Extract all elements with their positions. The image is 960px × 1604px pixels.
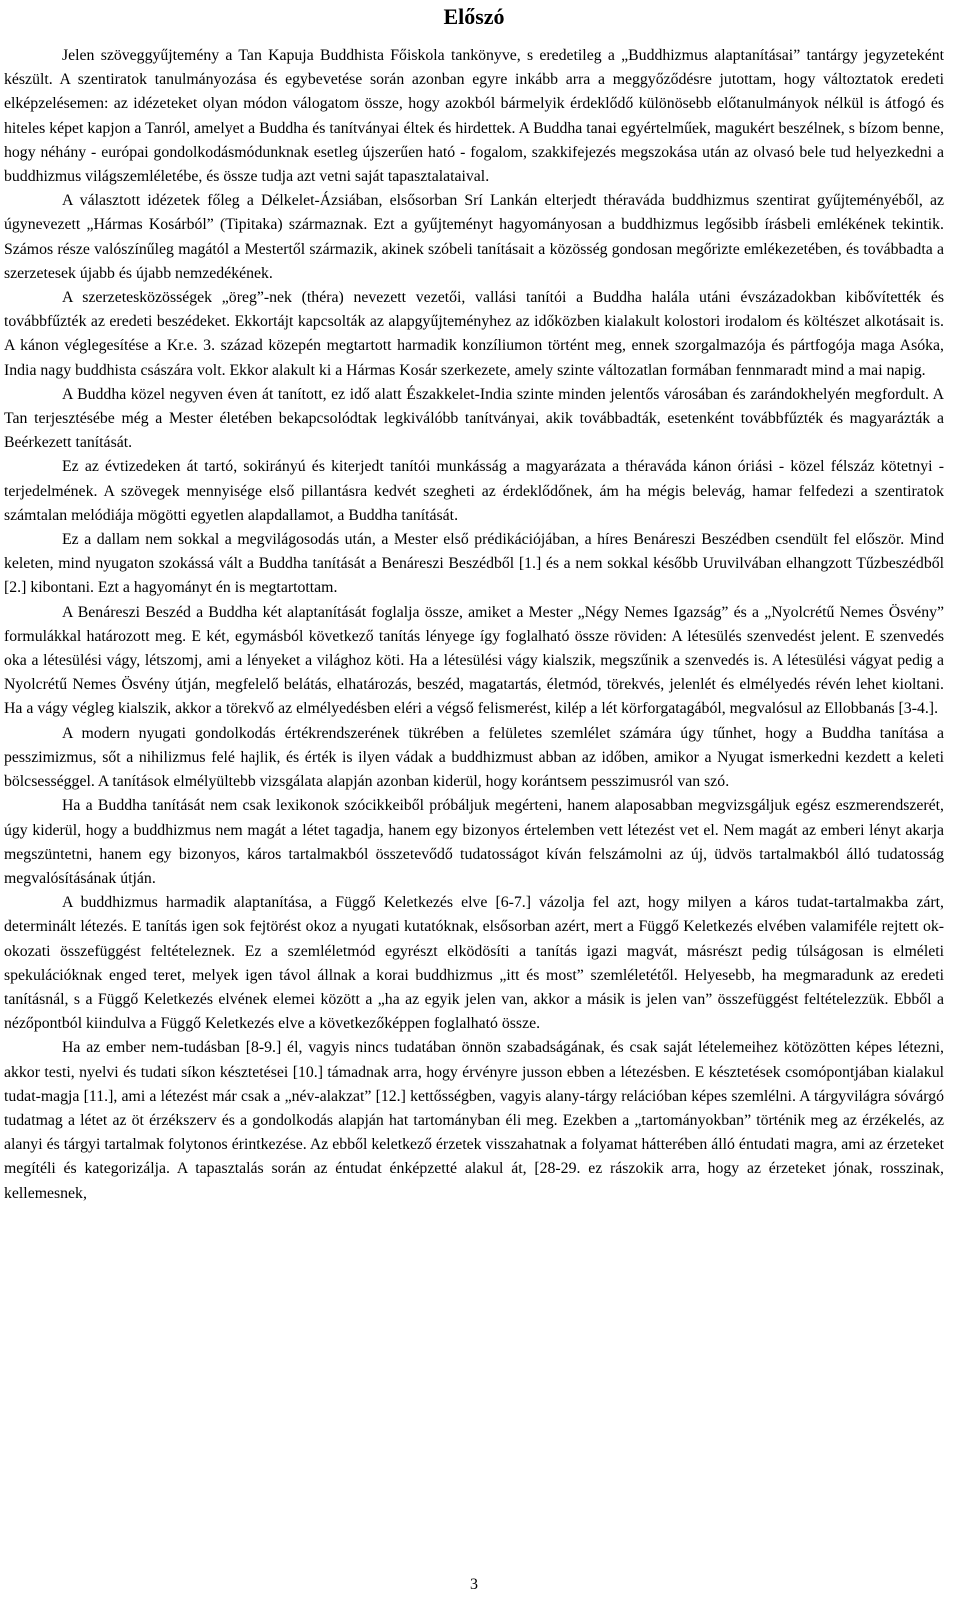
paragraph: Ez az évtizedeken át tartó, sokirányú és kiterjedt tanítói munkásság a magyarázata a théraváda kánon óriási - közel félszáz kötetnyi - terjedelmének. A szövegek mennyisége első pillantásra kedvét szegheti az érdeklődőnek, ám ha mégis belevág, hamar felfedezi a szentiratok számtalan melódiája mögötti egyetlen alapdallamot, a Buddha tanítását. — [4, 458, 944, 524]
body-text — [4, 44, 944, 1206]
paragraph: Ha a Buddha tanítását nem csak lexikonok szócikkeiből próbáljuk megérteni, hanem alaposabban megvizsgáljuk egész eszmerendszerét, úgy kiderül, hogy a buddhizmus nem magát a létet tagadja, hanem egy bizonyos értelemben vett létezést vet el. Nem magát az emberi lényt akarja megszüntetni, hanem egy bizonyos, káros tartalmakból összetevődő tudatosságot kíván felszámolni az új, üdvös tartalmakból álló tudatosság megvalósításának útján. — [4, 797, 944, 887]
paragraph: A Buddha közel negyven éven át tanított, ez idő alatt Északkelet-India szinte minden jelentős városában és zarándokhelyén megfordult. A Tan terjesztésébe még a Mester életében bekapcsolódtak legkiválóbb tanítványai, akik továbbadták, esetenként továbbfűzték és magyarázták a Beérkezett tanítását. — [4, 385, 944, 452]
paragraph: A buddhizmus harmadik alaptanítása, a Függő Keletkezés elve [6-7.] vázolja fel azt, hogy milyen a káros tudat-tartalmakba zárt, determinált létezés. E tanítás igen sok fejtörést okoz a nyugati kutatóknak, elsősorban azért, mert a Függő Keletkezés elvében valamiféle rejtett ok-okozati összefüggést feltételeznek. Ez a szemléletmód egyrészt elködösíti a tanítás igazi magvát, másrészt pedig túlságosan is elméleti spekulációknak enged teret, melyek igen távol állnak a korai buddhizmus „itt és most” szemléletétől. Helyesebb, ha megmaradunk az eredeti tanításnál, s a Függő Keletkezés elvének elemei között a „ha az egyik jelen van, akkor a másik is jelen van” összefüggést feltételezzük. Ebből a nézőpontból kiindulva a Függő Keletkezés elve a következőképpen foglalható össze. — [4, 894, 944, 1033]
paragraph: A modern nyugati gondolkodás értékrendszerének tükrében a felületes szemlélet számára úgy tűnhet, hogy a Buddha tanítása a pesszimizmus, sőt a nihilizmus felé hajlik, és érték is ilyen vádak a buddhizmust abban az időben, amikor a Nyugat ismerkedni kezdett a keleti bölcsességgel. A tanítások elmélyültebb vizsgálata alapján azonban kiderül, hogy korántsem pesszimusról van szó. — [4, 724, 944, 791]
paragraph: A választott idézetek főleg a Délkelet-Ázsiában, elsősorban Srí Lankán elterjedt théraváda buddhizmus szentirat gyűjteményéből, az úgynevezett „Hármas Kosárból” (Tipitaka) származnak. Ezt a gyűjteményt hagyományosan a buddhizmus legősibb írásbeli emlékének tekintik. Számos része valószínűleg magától a Mestertől származik, akinek szóbeli tanításait a közösség gondosan megőrizte emlékezetében, és továbbadta a szerzetesek újabb és újabb nemzedékének. — [4, 192, 944, 282]
paragraph: A szerzetesközösségek „öreg”-nek (théra) nevezett vezetői, vallási tanítói a Buddha halála utáni évszázadokban kibővítették és továbbfűzték az eredeti beszédeket. Ekkortájt kapcsolták az alapgyűjteményhez az időközben kialakult kolostori irodalom és költészet alkotásait is. A kánon véglegesítése a Kr.e. 3. század közepén megtartott harmadik konzíliumon történt meg, ennek szorgalmazója és pártfogója maga Asóka, India nagy buddhista császára volt. Ekkor alakult ki a Hármas Kosár szerkezete, amely szinte változatlan formában fennmaradt mind a mai napig. — [4, 289, 944, 379]
paragraph: A Benáreszi Beszéd a Buddha két alaptanítását foglalja össze, amiket a Mester „Négy Nemes Igazság” és a „Nyolcrétű Nemes Ösvény” formulákkal határozott meg. E két, egymásból következő tanítás lényege így foglalható össze röviden: A létesülés szenvedést jelent. E szenvedés oka a létesülési vágy, létszomj, ami a lényeket a világhoz köti. Ha a létesülési vágy kialszik, megszűnik a szenvedés is. A létesülési vágyat pedig a Nyolcrétű Nemes Ösvény útján, megfelelő belátás, elhatározás, beszéd, magatartás, életmód, törekvés, jelenlét és elmélyedés révén lehet kioltani. Ha a vágy végleg kialszik, akkor a törekvő az elmélyedésben eléri a végső felismerést, kilép a lét körforgatagából, megvalósul az Ellobbanás [3-4.]. — [4, 603, 944, 718]
page-number: 3 — [470, 1576, 478, 1593]
document-page — [4, 0, 944, 1604]
paragraph: Jelen szöveggyűjtemény a Tan Kapuja Buddhista Főiskola tankönyve, s eredetileg a „Buddhizmus alaptanításai” tantárgy jegyzeteként készült. A szentiratok tanulmányozása és egybevetése során azonban egyre inkább arra a meggyőződésre jutottam, hogy változtatok eredeti elképzelésemen: az idézeteket olyan módon válogatom össze, hogy azokból bármelyik érdeklődő különösebb előtanulmányok nélkül is átfogó és hiteles képet kapjon a Tanról, amelyet a Buddha és tanítványai éltek és hirdettek. A Buddha tanai egyértelműek, magukért beszélnek, s bízom benne, hogy néhány - európai gondolkodásmódunknak esetleg újszerűen ható - fogalom, szakkifejezés megszokása után az olvasó bele tud helyezkedni a buddhizmus világszemléletébe, és össze tudja azt vetni saját tapasztalataival. — [4, 47, 944, 186]
page-title: Előszó — [443, 4, 505, 29]
paragraph: Ha az ember nem-tudásban [8-9.] él, vagyis nincs tudatában önnön szabadságának, és csak saját lételemeihez kötözötten képes létezni, akkor testi, nyelvi és tudati síkon késztetései [10.] támadnak arra, hogy érvényre jusson ebben a létezésben. E késztetések csomópontjában kialakul tudat-magja [11.], ami a létezést már csak a „név-alakzat” [12.] kettősségben, vagyis alany-tárgy relációban képes szemlélni. A tárgyvilágra sóvárgó tudatmag a létet az öt érzékszerv és a gondolkodás alapján hat tartományban éli meg. Ezekben a „tartományokban” történik meg az érzékelés, az alanyi és tárgyi tartalmak folytonos érintkezése. Az ebből keletkező érzetek visszahatnak a folyamat hátterében álló éntudati magra, ami az érzeteket megítéli és kategorizálja. A tapasztalás során az éntudat énképzetté alakul át, [28-29. ez rászokik arra, hogy az érzeteket jónak, rosszinak, kellemesnek, — [4, 1039, 944, 1202]
paragraph: Ez a dallam nem sokkal a megvilágosodás után, a Mester első prédikációjában, a híres Benáreszi Beszédben csendült fel először. Mind keleten, mind nyugaton szokássá vált a Buddha tanítását a Benáreszi Beszédből [1.] és a nem sokkal később Uruvilvában elhangzott Tűzbeszédből [2.] kibontani. Ezt a hagyományt én is megtartottam. — [4, 531, 944, 597]
